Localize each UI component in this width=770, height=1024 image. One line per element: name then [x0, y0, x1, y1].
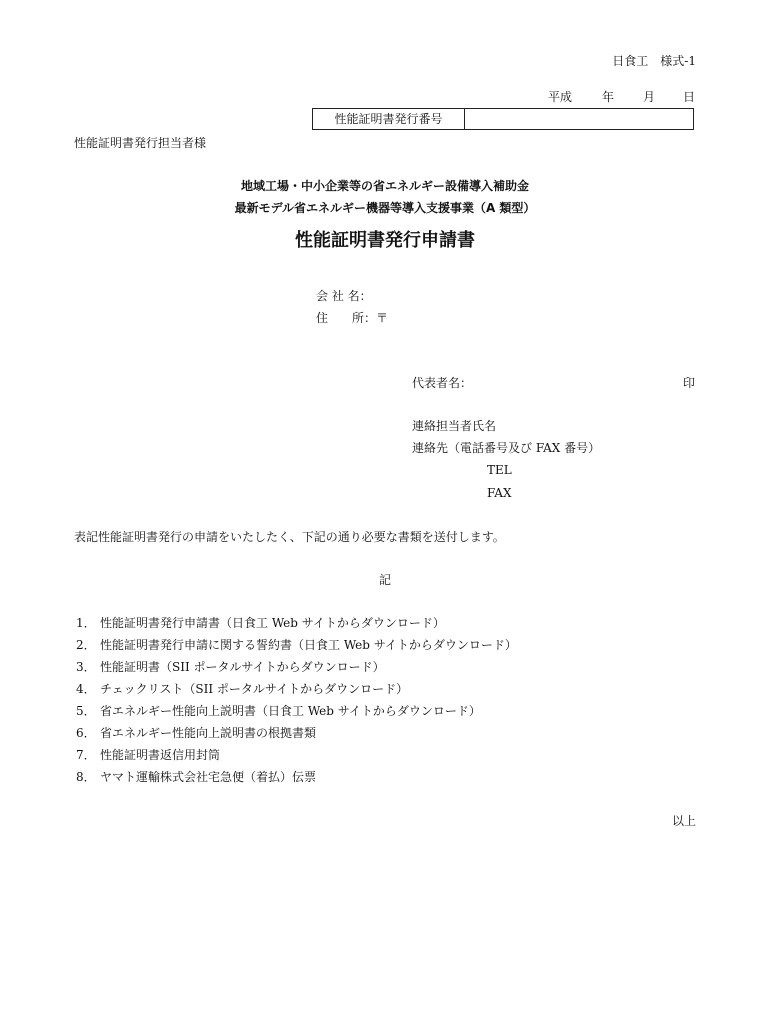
list-text: 省エネルギー性能向上説明書の根拠書類	[100, 726, 317, 740]
list-item	[76, 661, 385, 673]
list-item	[76, 727, 316, 739]
list-number: 5．	[76, 704, 96, 718]
fax-label: FAX	[487, 486, 512, 500]
date-day-unit: 日	[683, 90, 696, 104]
list-text: 性能証明書返信用封筒	[100, 748, 221, 762]
date-year-unit: 年	[602, 90, 615, 104]
ki-heading: 記	[378, 573, 391, 587]
list-item	[76, 749, 220, 761]
cert-number-box	[312, 108, 694, 130]
list-text: チェックリスト（SII ポータルサイトからダウンロード）	[100, 682, 409, 696]
page-title: 性能証明書発行申請書	[295, 230, 475, 251]
subtitle-line-2: 最新モデル省エネルギー機器等導入支援事業（A 類型）	[234, 201, 536, 215]
list-text: 省エネルギー性能向上説明書（日食工 Web サイトからダウンロード）	[100, 704, 481, 718]
list-number: 3．	[76, 660, 96, 674]
list-item	[76, 683, 408, 695]
intro-text: 表記性能証明書発行の申請をいたしたく、下記の通り必要な書類を送付します。	[74, 530, 505, 544]
list-item	[76, 705, 481, 717]
list-number: 4．	[76, 682, 96, 696]
list-text: 性能証明書（SII ポータルサイトからダウンロード）	[100, 660, 385, 674]
address-label: 住 所：〒	[316, 311, 389, 325]
date-month-unit: 月	[643, 90, 656, 104]
representative-label: 代表者名：	[412, 376, 473, 390]
list-text: ヤマト運輸株式会社宅急便（着払）伝票	[100, 770, 317, 784]
list-text: 性能証明書発行申請書（日食工 Web サイトからダウンロード）	[100, 616, 445, 630]
list-item	[76, 639, 517, 651]
form-id: 日食工 様式-1	[612, 54, 696, 68]
list-number: 7．	[76, 748, 96, 762]
addressee: 性能証明書発行担当者様	[74, 136, 207, 150]
seal-mark: 印	[683, 376, 696, 390]
contact-info-label: 連絡先（電話番号及び FAX 番号）	[412, 441, 601, 455]
list-number: 6．	[76, 726, 96, 740]
list-item	[76, 771, 316, 783]
cert-number-label: 性能証明書発行番号	[313, 109, 465, 129]
list-number: 2．	[76, 638, 96, 652]
list-text: 性能証明書発行申請に関する誓約書（日食工 Web サイトからダウンロード）	[100, 638, 517, 652]
tel-label: TEL	[487, 463, 512, 477]
list-number: 1．	[76, 616, 96, 630]
date-era: 平成	[548, 90, 573, 104]
contact-person-label: 連絡担当者氏名	[412, 419, 497, 433]
list-item	[76, 617, 445, 629]
list-number: 8．	[76, 770, 96, 784]
subtitle-line-1: 地域工場・中小企業等の省エネルギー設備導入補助金	[240, 179, 529, 193]
cert-number-field[interactable]	[465, 109, 693, 129]
company-label: 会 社 名：	[316, 289, 372, 303]
closing-text: 以上	[671, 814, 696, 828]
